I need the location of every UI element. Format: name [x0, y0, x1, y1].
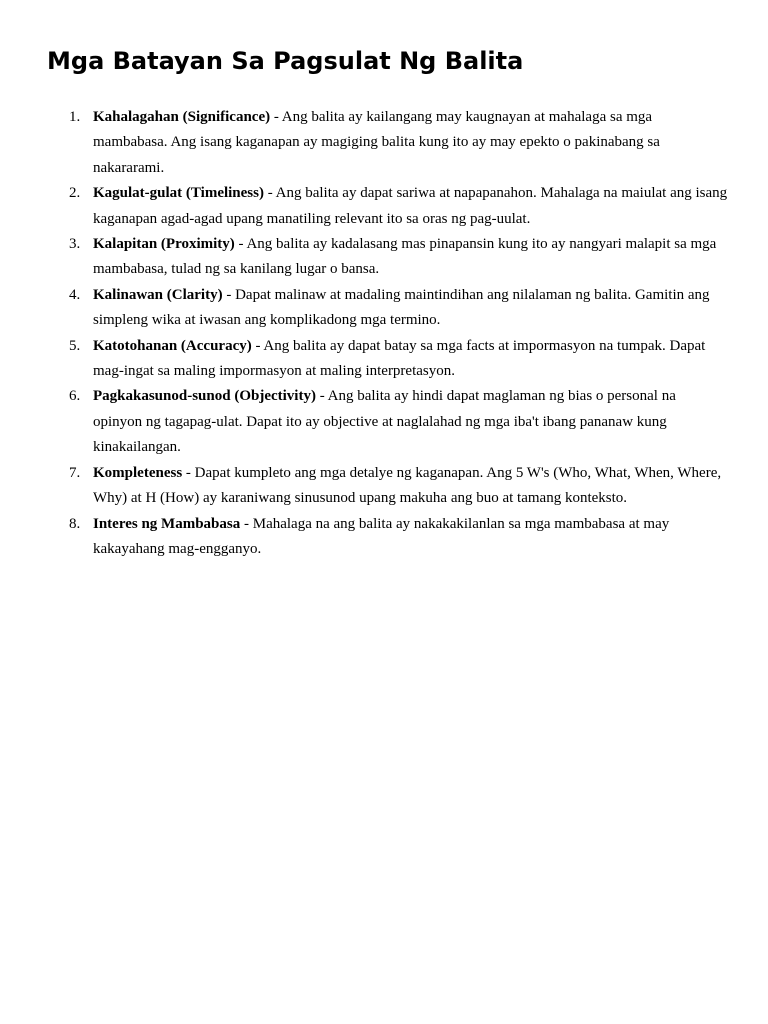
list-item-number: 7.	[69, 464, 81, 481]
list-item-number: 4.	[69, 286, 81, 303]
list-item	[0, 512, 768, 563]
list-item	[0, 461, 768, 512]
list-item-number: 6.	[69, 388, 81, 405]
list-item	[0, 384, 768, 460]
list-item-term: Katotohanan (Accuracy)	[93, 337, 252, 354]
list-item-term: Kagulat-gulat (Timeliness)	[93, 185, 264, 202]
list-item-number: 8.	[69, 515, 81, 532]
list-item-description: - Dapat kumpleto ang mga detalye ng kaganapan. Ang 5 W's (Who, What, When, Where, Why) at H (How) ay karaniwang sinusunod upang makuha ang buo at tamang konteksto.	[93, 464, 722, 507]
list-item-term: Kalapitan (Proximity)	[93, 236, 235, 253]
list-item	[0, 232, 768, 283]
document-title: Mga Batayan Sa Pagsulat Ng Balita	[47, 47, 524, 75]
list-item-description: - Ang balita ay kadalasang mas pinapansin kung ito ay nangyari malapit sa mga mambabasa, tulad ng sa kanilang lugar o bansa.	[93, 236, 717, 278]
list-item-description: - Ang balita ay dapat sariwa at napapanahon. Mahalaga na maiulat ang isang kaganapan agad-agad upang manatiling relevant ito sa oras ng pag-uulat.	[93, 185, 728, 227]
list-item-term: Kalinawan (Clarity)	[93, 286, 223, 303]
list-item-description: - Ang balita ay kailangang may kaugnayan at mahalaga sa mga mambabasa. Ang isang kaganapan ay magiging balita kung ito ay may epekto o pakinabang sa nakararami.	[93, 109, 660, 176]
list-item-description: - Mahalaga na ang balita ay nakakakilanlan sa mga mambabasa at may kakayahang mag-engganyo.	[93, 515, 670, 557]
list-item	[0, 283, 768, 334]
list-item-description: - Dapat malinaw at madaling maintindihan ang nilalaman ng balita. Gamitin ang simpleng wika at iwasan ang komplikadong mga termino.	[93, 286, 710, 329]
list-item-term: Kompleteness	[93, 464, 183, 481]
list-item-description: - Ang balita ay dapat batay sa mga facts at impormasyon na tumpak. Dapat mag-ingat sa maling impormasyon at maling interpretasyon.	[93, 337, 706, 380]
list-item-number: 1.	[69, 109, 81, 125]
principles-list	[0, 105, 768, 562]
list-item	[0, 105, 768, 181]
list-item-number: 3.	[69, 236, 81, 253]
list-item-number: 2.	[69, 185, 81, 202]
list-item-description: - Ang balita ay hindi dapat maglaman ng bias o personal na opinyon ng tagapag-ulat. Dapat ito ay objective at naglalahad ng mga iba't ibang pananaw kung kinakailangan.	[93, 388, 676, 456]
list-item-number: 5.	[69, 337, 81, 354]
list-item	[0, 334, 768, 385]
list-item	[0, 181, 768, 232]
list-item-term: Interes ng Mambabasa	[93, 515, 241, 532]
list-item-term: Pagkakasunod-sunod (Objectivity)	[93, 388, 316, 405]
list-item-term: Kahalagahan (Significance)	[93, 109, 271, 125]
